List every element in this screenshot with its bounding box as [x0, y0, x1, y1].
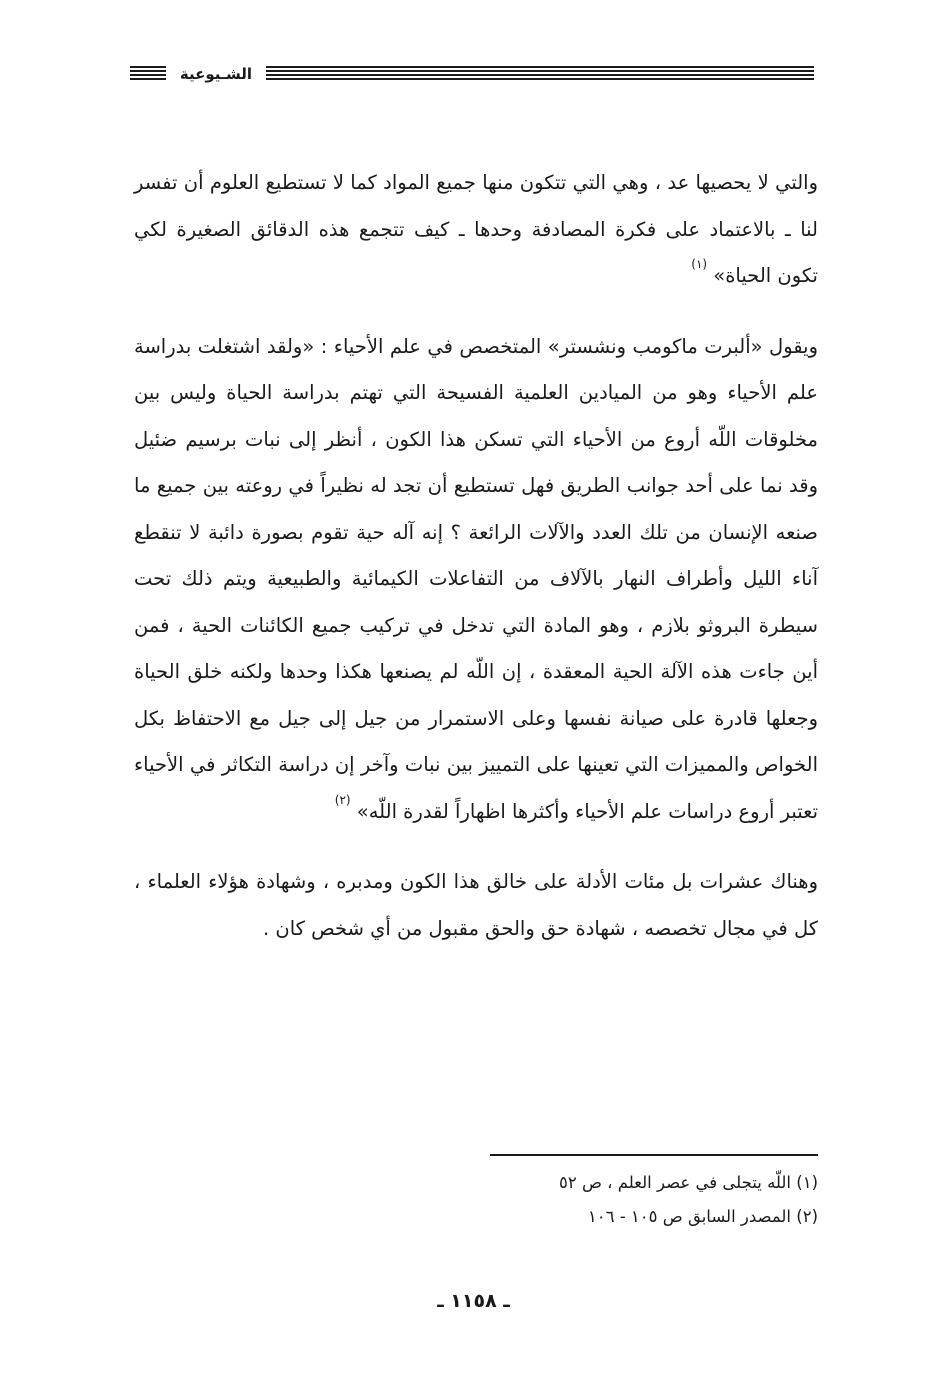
paragraph: [134, 324, 818, 836]
footnote-marker: (٢): [334, 792, 351, 807]
footnote: (٢) المصدر السابق ص ١٠٥ - ١٠٦: [587, 1207, 818, 1226]
footnote: (١) اللّه يتجلى في عصر العلم ، ص ٥٢: [559, 1173, 818, 1192]
running-title: الشـيوعية: [179, 65, 253, 83]
paragraph-text: وهناك عشرات بل مئات الأدلة على خالق هذا الكون ومدبره ، وشهادة هؤلاء العلماء ، كل في مجال تخصصه ، شهادة حق والحق مقبول من أي شخص كان .: [134, 870, 818, 940]
paragraph: [134, 160, 818, 300]
page-number: ـ ١١٥٨ ـ: [437, 1290, 510, 1312]
footnote-marker: (١): [691, 257, 708, 271]
header-rule-left: [130, 66, 166, 82]
paragraph-text: ويقول «ألبرت ماكومب ونشستر» المتخصص في علم الأحياء : «ولقد اشتغلت بدراسة علم الأحياء وهو من الميادين العلمية الفسيحة التي تهتم بدراسة الحياة وليس بين مخلوقات اللّه أروع من الأحياء التي تسكن هذا الكون ، أنظر إلى نبات برسيم ضئيل وقد نما على أحد جوانب الطريق فهل تستطيع أن تجد له نظيراً في روعته بين جميع ما صنعه الإنسان من تلك العدد والآلات الرائعة ؟ إنه آله حية تقوم بصورة دائبة لا تنقطع آناء الليل وأطراف النهار بالآلاف من التفاعلات الكيمائية والطبيعية ويتم ذلك تحت سيطرة البروثو بلازم ، وهو المادة التي تدخل في تركيب جميع الكائنات الحية ، فمن أين جاءت هذه الآلة الحية المعقدة ، إن اللّه لم يصنعها هكذا وحدها ولكنه خلق الحياة وجعلها قادرة على صيانة نفسها وعلى الاستمرار من جيل إلى جيل مع الاحتفاظ بكل الخواص والمميزات التي تعينها على التمييز بين نبات وآخر إن دراسة التكاثر في الأحياء تعتبر أروع دراسات علم الأحياء وأكثرها اظهاراً لقدرة اللّه»: [134, 334, 818, 823]
footnotes: [420, 1166, 818, 1234]
paragraph-text: والتي لا يحصيها عد ، وهي التي تتكون منها جميع المواد كما لا تستطيع العلوم أن تفسر لنا ـ بالاعتماد على فكرة المصادفة وحدها ـ كيف تتجمع هذه الدقائق الصغيرة لكي تكون الحياة»: [134, 171, 818, 287]
paragraph: [134, 859, 818, 952]
header-rule-right: [266, 66, 814, 82]
footnote-separator: [490, 1154, 818, 1156]
body-text: [134, 160, 818, 952]
running-header: [130, 62, 814, 88]
